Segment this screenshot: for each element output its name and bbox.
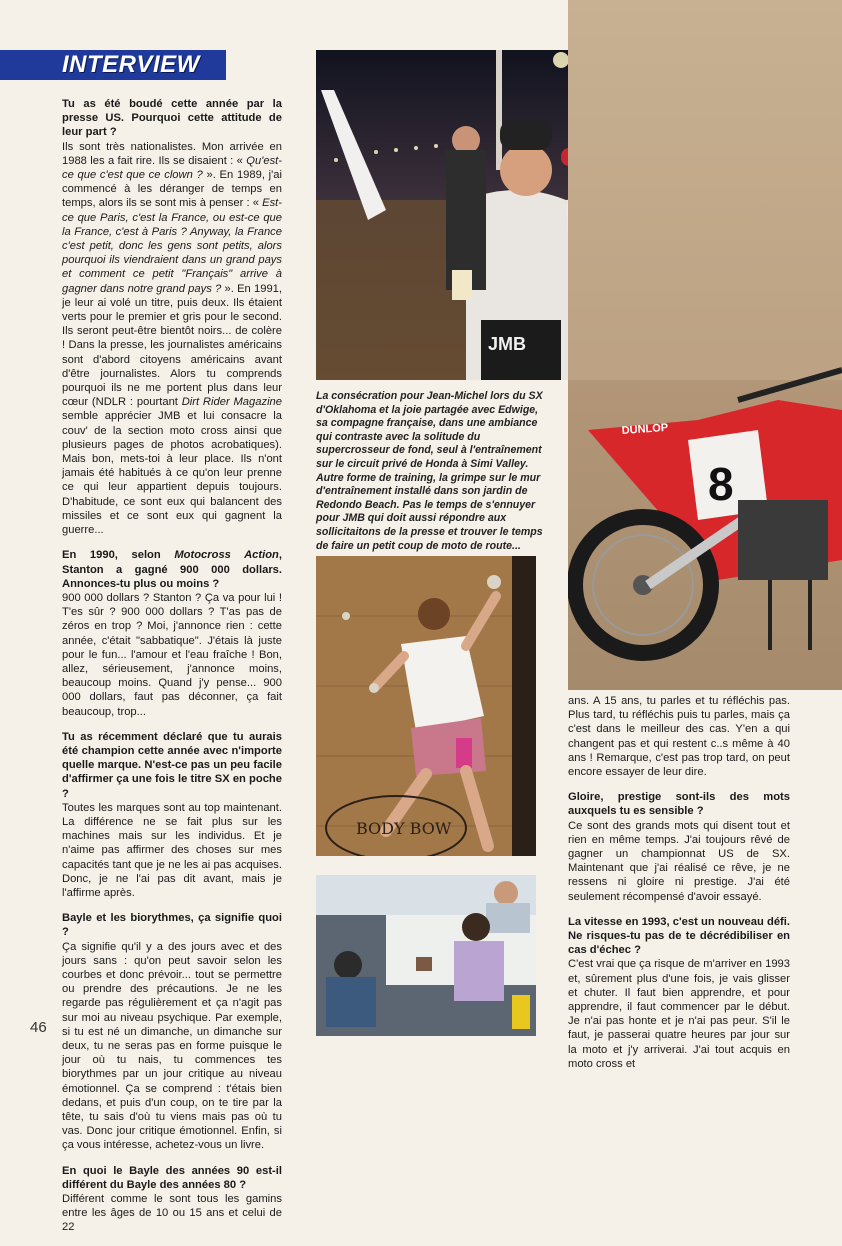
question-7: La vitesse en 1993, c'est un nouveau défi. Ne risques-tu pas de te décrédibiliser en cas d'échec ?: [568, 915, 790, 957]
photo-caption: La consécration pour Jean-Michel lors du SX d'Oklahoma et la joie partagée avec Edwige, sa compagne française, dans une ambiance qui contraste avec la solitude du supercrosseur de fond, seul à l'entraînement sur le circuit privé de Honda à Simi Valley. Autre forme de training, la grimpe sur le mur d'entraînement installé dans son jardin de Redondo Beach. Pas le temps de s'ennuyer pour JMB qui doit aussi répondre aux sollicitaitons de la presse et trouver le temps de faire un petit coup de moto de route...: [316, 390, 543, 552]
question-4: Bayle et les biorythmes, ça signifie quoi ?: [62, 912, 282, 939]
article-column-left: [62, 97, 282, 1246]
answer-4: Ça signifie qu'il y a des jours avec et des jours sans : qu'on peut savoir selon les courbes et donc prévoir... tout se permettre ou prendre des précautions. Je ne les regarde pas régulièrement et ça n'agit pas sur moi au niveau psychique. Par exemple, si tu est né un dimanche, un dimanche sur deux, tu ne seras pas en forme puisque le jour où tu nais, tu commences tes biorythmes par un jour critique au niveau émotionnel. Ça se comprend : t'étais bien dedans, et puis d'un coup, on te tire par la tête, tu sais d'où tu viens mais pas où tu vas. Donc jour critique émotionnel. Enfin, si ça vous intéresse, achetez-vous un livre.: [62, 940, 282, 1152]
section-label: INTERVIEW: [62, 51, 200, 78]
answer-7: C'est vrai que ça risque de m'arriver en 1993 et, sûrement plus d'une fois, je vais glisser et chuter. Il faut bien apprendre, et pour apprendre, il faut commencer par le début. Je n'ai pas honte et je n'ai pas peur. S'il le faut, je passerai quatre heures par jour sur la moto et j'y arriverai. J'ai tout acquis en moto cross et: [568, 958, 790, 1070]
question-6: Gloire, prestige sont-ils des mots auxquels tu es sensible ?: [568, 791, 790, 818]
bike-number: 8: [708, 458, 734, 510]
question-3: Tu as récemment déclaré que tu aurais été champion cette année avec n'importe quelle marque. N'est-ce pas un peu facile d'affirmer ça une fois le titre SX en poche ?: [62, 730, 282, 800]
wall-logo-text: BODY BOW: [356, 819, 452, 838]
answer-3: Toutes les marques sont au top maintenant. La différence ne se fait plus sur les machines mais sur les individus. Et je n'aime pas affirmer des choses sur mes capacités tant que je ne les ai pas acquises. Donc, je ne l'ai pas dit avant, mais je l'affirme après.: [62, 801, 282, 899]
article-column-right: [568, 694, 790, 1082]
answer-6: Ce sont des grands mots qui disent tout et rien en même temps. J'ai toujours rêvé de gagner un championnat US de SX. Maintenant que j'ai réalisé ce rêve, je ne ressens ni gloire ni prestige. J'ai été seulement récompensé d'avoir essayé.: [568, 819, 790, 903]
dunlop-decal: DUNLOP: [621, 421, 669, 437]
answer-5: Différent comme le sont tous les gamins entre les âges de 10 ou 15 ans et celui de 22: [62, 1193, 282, 1234]
press-table-photo: [316, 875, 536, 1036]
jersey-text: JMB: [488, 334, 527, 354]
page-number: 46: [30, 1019, 47, 1036]
answer-1: Ils sont très nationalistes. Mon arrivée en 1988 les a fait rire. Ils se disaient : « Qu'est-ce que c'est que ce clown ? ». En 1989, j'ai commencé à les déranger de temps en temps, alors ils se sont mis à penser : « Est-ce que Paris, c'est la France, ou est-ce que la France, c'est à Paris ? Anyway, la France c'est petit, donc les gens sont petits, alors pourquoi ils viendraient dans un grand pays et comment ce petit "Français" arrive à gagner dans notre grand pays ? ». En 1991, je leur ai volé un titre, puis deux. Ils étaient verts pour le premier et gris pour le second. Ils seront peut-être bientôt noirs... de colère ! Dans la presse, les journalistes américains sont d'abord citoyens américains avant d'être journalistes. Alors tu comprends pourquoi ils ne me portent plus dans leur cœur (NDLR : pourtant Dirt Rider Magazine semble apprécier JMB et lui consacre la couv' de la section moto cross ainsi que plusieurs pages de photos acrobatiques). Mais bon, mets-toi à leur place. Ils n'ont jamais été habitués à ce qu'on leur prenne ce qui leur appartient depuis toujours. D'habitude, ce sont eux qui balancent des missiles et ce sont eux qui gagnent la guerre...: [62, 140, 282, 537]
question-1: Tu as été boudé cette année par la presse US. Pourquoi cette attitude de leur part ?: [62, 98, 282, 139]
question-5: En quoi le Bayle des années 90 est-il différent du Bayle des années 80 ?: [62, 1164, 282, 1191]
section-banner: [0, 50, 226, 80]
motorcycle-photo: [568, 0, 842, 690]
climbing-wall-photo: [316, 556, 536, 856]
answer-2: 900 000 dollars ? Stanton ? Ça va pour lui ! T'es sûr ? 900 000 dollars ? T'as pas de zéros en trop ? Moi, j'annonce rien : cette année, c'était "sabbatique". J'étais là juste pour le fun... l'amour et l'eau fraîche ! Bon, allez, sérieusement, j'annonce moins, beaucoup moins. Quand j'y pense... 900 000 dollars, faut pas déconner, ça fait beaucoup, trop...: [62, 591, 282, 718]
question-2: En 1990, selon Motocross Action, Stanton a gagné 900 000 dollars. Annonces-tu plus ou moins ?: [62, 549, 282, 590]
answer-5-continued: ans. A 15 ans, tu parles et tu réfléchis pas. Plus tard, tu réfléchis puis tu parles, mais ça c'est dans le meilleur des cas. Y'en a qui changent pas et qui restent c..s même à 40 ans ! Remarque, c'est pas trop tard, on peut encore essayer de leur dire.: [568, 695, 790, 779]
